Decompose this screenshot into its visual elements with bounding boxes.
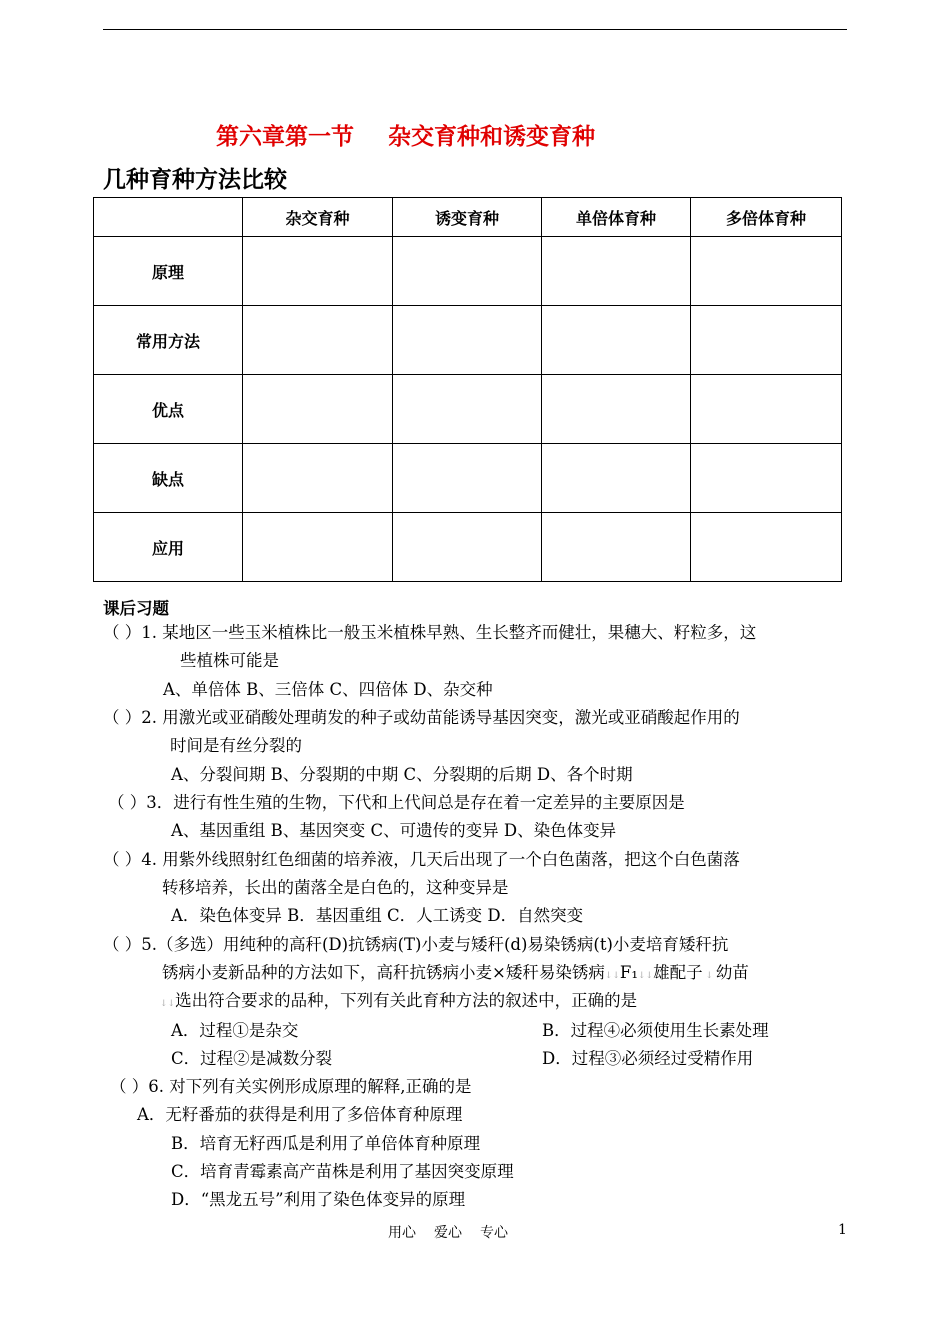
table-cell (393, 237, 542, 306)
question-3: （ ）3．进行有性生殖的生物，下代和上代间总是存在着一定差异的主要原因是 (108, 793, 685, 812)
footer-text: 专心 (480, 1225, 508, 1241)
question-5-cont (162, 963, 749, 986)
row-label: 原理 (94, 237, 243, 306)
question-4: （ ）4. 用紫外线照射红色细菌的培养液，几天后出现了一个白色菌落，把这个白色菌落 (103, 850, 740, 869)
question-6-option-a: A．无籽番茄的获得是利用了多倍体育种原理 (137, 1105, 463, 1124)
question-5: （ ）5.（多选）用纯种的高秆(D)抗锈病(T)小麦与矮秆(d)易染锈病(t)小麦培育矮秆抗 (103, 935, 729, 954)
question-5-option-d: D．过程③必须经过受精作用 (542, 1049, 754, 1068)
table-cell (691, 237, 842, 306)
question-5-text: 锈病小麦新品种的方法如下，高秆抗锈病小麦×矮秆易染锈病 (162, 963, 605, 982)
seedling-label: 幼苗 (715, 963, 749, 982)
header-rule (103, 29, 847, 30)
row-label: 优点 (94, 375, 243, 444)
question-1: （ ）1. 某地区一些玉米植株比一般玉米植株早熟、生长整齐而健壮，果穗大、籽粒多，这 (103, 623, 757, 642)
table-cell (243, 375, 393, 444)
question-6: （ ）6. 对下列有关实例形成原理的解释,正确的是 (110, 1077, 472, 1096)
table-cell (542, 444, 691, 513)
table-cell (691, 513, 842, 582)
table-row (94, 375, 842, 444)
table-cell (691, 375, 842, 444)
question-6-option-c: C．培育青霉素高产苗株是利用了基因突变原理 (171, 1162, 514, 1181)
table-row (94, 444, 842, 513)
question-4-options: A．染色体变异 B．基因重组 C．人工诱变 D．自然突变 (171, 906, 584, 925)
question-5-text2: 选出符合要求的品种，下列有关此育种方法的叙述中，正确的是 (175, 991, 638, 1010)
question-5-option-a: A．过程①是杂交 (171, 1021, 299, 1040)
table-header-cell: 诱变育种 (393, 198, 542, 237)
question-6-option-d: D．“黑龙五号”利用了染色体变异的原理 (171, 1190, 466, 1209)
table-row (94, 513, 842, 582)
page-footer (388, 1222, 526, 1242)
table-row (94, 306, 842, 375)
footer-text: 爱心 (434, 1225, 462, 1241)
table-cell (243, 444, 393, 513)
arrow-placeholder-3: ↓ (702, 971, 716, 981)
table-header-cell: 多倍体育种 (691, 198, 842, 237)
table-cell (243, 513, 393, 582)
gamete-label: 雄配子 (653, 963, 703, 982)
table-row (94, 237, 842, 306)
table-header-cell: 单倍体育种 (542, 198, 691, 237)
question-3-options: A、基因重组 B、基因突变 C、可遗传的变异 D、染色体变异 (171, 821, 617, 840)
table-cell (542, 306, 691, 375)
chapter-title (216, 118, 595, 151)
table-header-cell (94, 198, 243, 237)
question-5-cont2 (160, 991, 637, 1014)
f1-label: F₁ (619, 963, 638, 982)
table-cell (393, 375, 542, 444)
comparison-table (93, 197, 842, 582)
table-cell (542, 513, 691, 582)
table-header-row (94, 198, 842, 237)
row-label: 缺点 (94, 444, 243, 513)
question-1-cont: 些植株可能是 (180, 651, 279, 670)
row-label: 应用 (94, 513, 243, 582)
table-cell (243, 306, 393, 375)
section-subtitle: 几种育种方法比较 (103, 167, 287, 193)
question-2-options: A、分裂间期 B、分裂期的中期 C、分裂期的后期 D、各个时期 (171, 765, 633, 784)
table-header-cell: 杂交育种 (243, 198, 393, 237)
table-cell (542, 375, 691, 444)
table-cell (691, 444, 842, 513)
question-6-option-b: B．培育无籽西瓜是利用了单倍体育种原理 (171, 1134, 481, 1153)
footer-text: 用心 (388, 1225, 416, 1241)
question-4-cont: 转移培养，长出的菌落全是白色的，这种变异是 (162, 878, 509, 897)
question-2: （ ）2. 用激光或亚硝酸处理萌发的种子或幼苗能诱导基因突变，激光或亚硝酸起作用的 (103, 708, 740, 727)
arrow-placeholder-1: ↓↓ (604, 971, 620, 981)
title-topic: 杂交育种和诱变育种 (388, 124, 595, 150)
arrow-placeholder-4: ↓↓ (160, 999, 176, 1009)
question-2-cont: 时间是有丝分裂的 (170, 736, 302, 755)
table-cell (393, 513, 542, 582)
table-cell (393, 306, 542, 375)
exercise-heading: 课后习题 (103, 599, 169, 618)
row-label: 常用方法 (94, 306, 243, 375)
table-cell (243, 237, 393, 306)
title-chapter: 第六章第一节 (216, 124, 354, 150)
question-1-options: A、单倍体 B、三倍体 C、四倍体 D、杂交种 (163, 680, 493, 699)
arrow-placeholder-2: ↓↓ (638, 971, 654, 981)
table-cell (691, 306, 842, 375)
question-5-option-b: B．过程④必须使用生长素处理 (542, 1021, 769, 1040)
table-cell (542, 237, 691, 306)
table-cell (393, 444, 542, 513)
question-5-option-c: C．过程②是减数分裂 (171, 1049, 333, 1068)
page-number: 1 (838, 1222, 847, 1238)
